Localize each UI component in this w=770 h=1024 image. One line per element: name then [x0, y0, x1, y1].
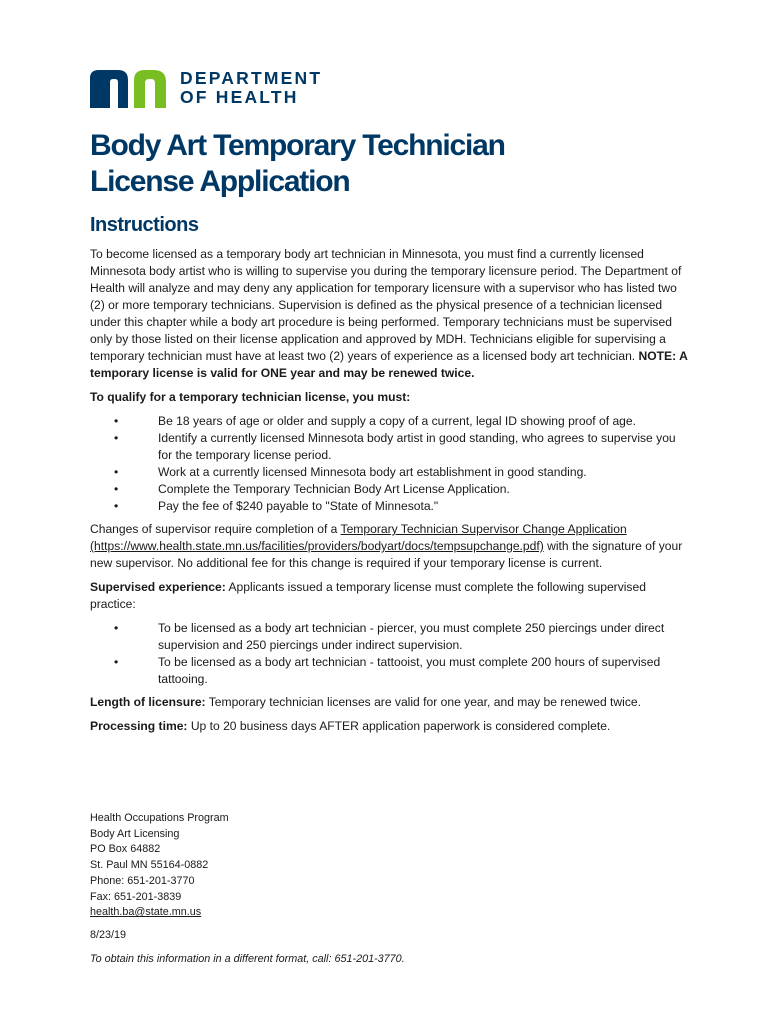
- supervised-label: Supervised experience:: [90, 580, 226, 594]
- contact-po-box: PO Box 64882: [90, 843, 161, 856]
- list-item: [90, 620, 690, 654]
- changes-prefix: Changes of supervisor require completion of a: [90, 522, 341, 536]
- list-item-text: To be licensed as a body art technician - tattooist, you must complete 200 hours of supervised tattooing.: [158, 655, 661, 686]
- supervised-list: [90, 620, 690, 688]
- intro-paragraph: [90, 246, 690, 382]
- instructions-heading: Instructions: [90, 214, 199, 236]
- length-label: Length of licensure:: [90, 695, 206, 709]
- changes-suffix: with the signature of your new supervisor. No additional fee for this change is required if your temporary license is current.: [90, 539, 683, 570]
- contact-program: Health Occupations Program: [90, 812, 229, 824]
- supervisor-change-paragraph: [90, 521, 690, 572]
- supervised-text: Applicants issued a temporary license must complete the following supervised practice:: [90, 580, 646, 611]
- alt-format-note: To obtain this information in a different format, call: 651-201-3770.: [90, 953, 405, 965]
- processing-label: Processing time:: [90, 719, 188, 733]
- bullet-icon: •: [114, 482, 119, 496]
- qualify-list: [90, 413, 690, 515]
- list-item: [90, 498, 690, 515]
- mn-logo-icon: [90, 68, 172, 108]
- contact-unit: Body Art Licensing: [90, 827, 180, 840]
- list-item: [90, 481, 690, 498]
- supervisor-change-link[interactable]: Temporary Technician Supervisor Change Application (https://www.health.state.mn.us/facilities/providers/bodyart/docs/tempsupchange.pdf): [90, 522, 627, 553]
- list-item: [90, 654, 690, 688]
- list-item: [90, 413, 690, 430]
- bullet-icon: •: [114, 414, 119, 428]
- list-item: [90, 430, 690, 464]
- page-title: [90, 128, 690, 200]
- list-item-text: Work at a currently licensed Minnesota body art establishment in good standing.: [158, 465, 587, 479]
- list-item-text: Identify a currently licensed Minnesota body artist in good standing, who agrees to supervise you for the temporary license period.: [158, 431, 676, 462]
- qualify-heading: [90, 389, 690, 406]
- supervised-experience-paragraph: [90, 579, 690, 613]
- document-date: 8/23/19: [90, 929, 127, 941]
- intro-text: To become licensed as a temporary body art technician in Minnesota, you must find a currently licensed Minnesota body artist who is willing to supervise you during the temporary licensure period. The Department of Health will analyze and may deny any application for temporary licensure with a supervisor who has listed two (2) or more temporary technicians. Supervision is defined as the physical presence of a technician licensed under this chapter while a body art procedure is being performed. Temporary technicians must be supervised only by those listed on their license application and approved by MDH. Technicians eligible for supervising a temporary technician must have at least two (2) years of experience as a licensed body art technician.: [90, 247, 682, 363]
- bullet-icon: •: [114, 499, 119, 513]
- bullet-icon: •: [114, 465, 119, 479]
- list-item-text: To be licensed as a body art technician - piercer, you must complete 250 piercings under direct supervision and 250 piercings under indirect supervision.: [158, 621, 665, 652]
- title-line-1: Body Art Temporary Technician: [90, 129, 505, 162]
- length-paragraph: [90, 694, 690, 711]
- logo-line-2: OF HEALTH: [180, 87, 299, 107]
- logo-line-1: DEPARTMENT: [180, 68, 323, 88]
- contact-fax: Fax: 651-201-3839: [90, 890, 182, 903]
- list-item-text: Be 18 years of age or older and supply a copy of a current, legal ID showing proof of age.: [158, 414, 636, 428]
- title-line-2: License Application: [90, 165, 350, 198]
- intro-note: NOTE: A temporary license is valid for ONE year and may be renewed twice.: [90, 349, 688, 380]
- length-text: Temporary technician licenses are valid for one year, and may be renewed twice.: [205, 695, 641, 709]
- contact-address: [90, 811, 229, 921]
- bullet-icon: •: [114, 655, 119, 669]
- mdh-logo: [90, 66, 322, 110]
- list-item: [90, 464, 690, 481]
- bullet-icon: •: [114, 621, 119, 635]
- logo-wordmark: [180, 69, 322, 107]
- qualify-heading-text: To qualify for a temporary technician license, you must:: [90, 390, 411, 404]
- processing-text: Up to 20 business days AFTER application paperwork is considered complete.: [187, 719, 611, 733]
- list-item-text: Complete the Temporary Technician Body Art License Application.: [158, 482, 510, 496]
- contact-email-link[interactable]: health.ba@state.mn.us: [90, 906, 202, 919]
- bullet-icon: •: [114, 431, 119, 445]
- processing-paragraph: [90, 718, 690, 735]
- instructions-body: [90, 246, 690, 742]
- list-item-text: Pay the fee of $240 payable to "State of Minnesota.": [158, 499, 439, 513]
- contact-phone: Phone: 651-201-3770: [90, 874, 195, 887]
- contact-city: St. Paul MN 55164-0882: [90, 859, 209, 872]
